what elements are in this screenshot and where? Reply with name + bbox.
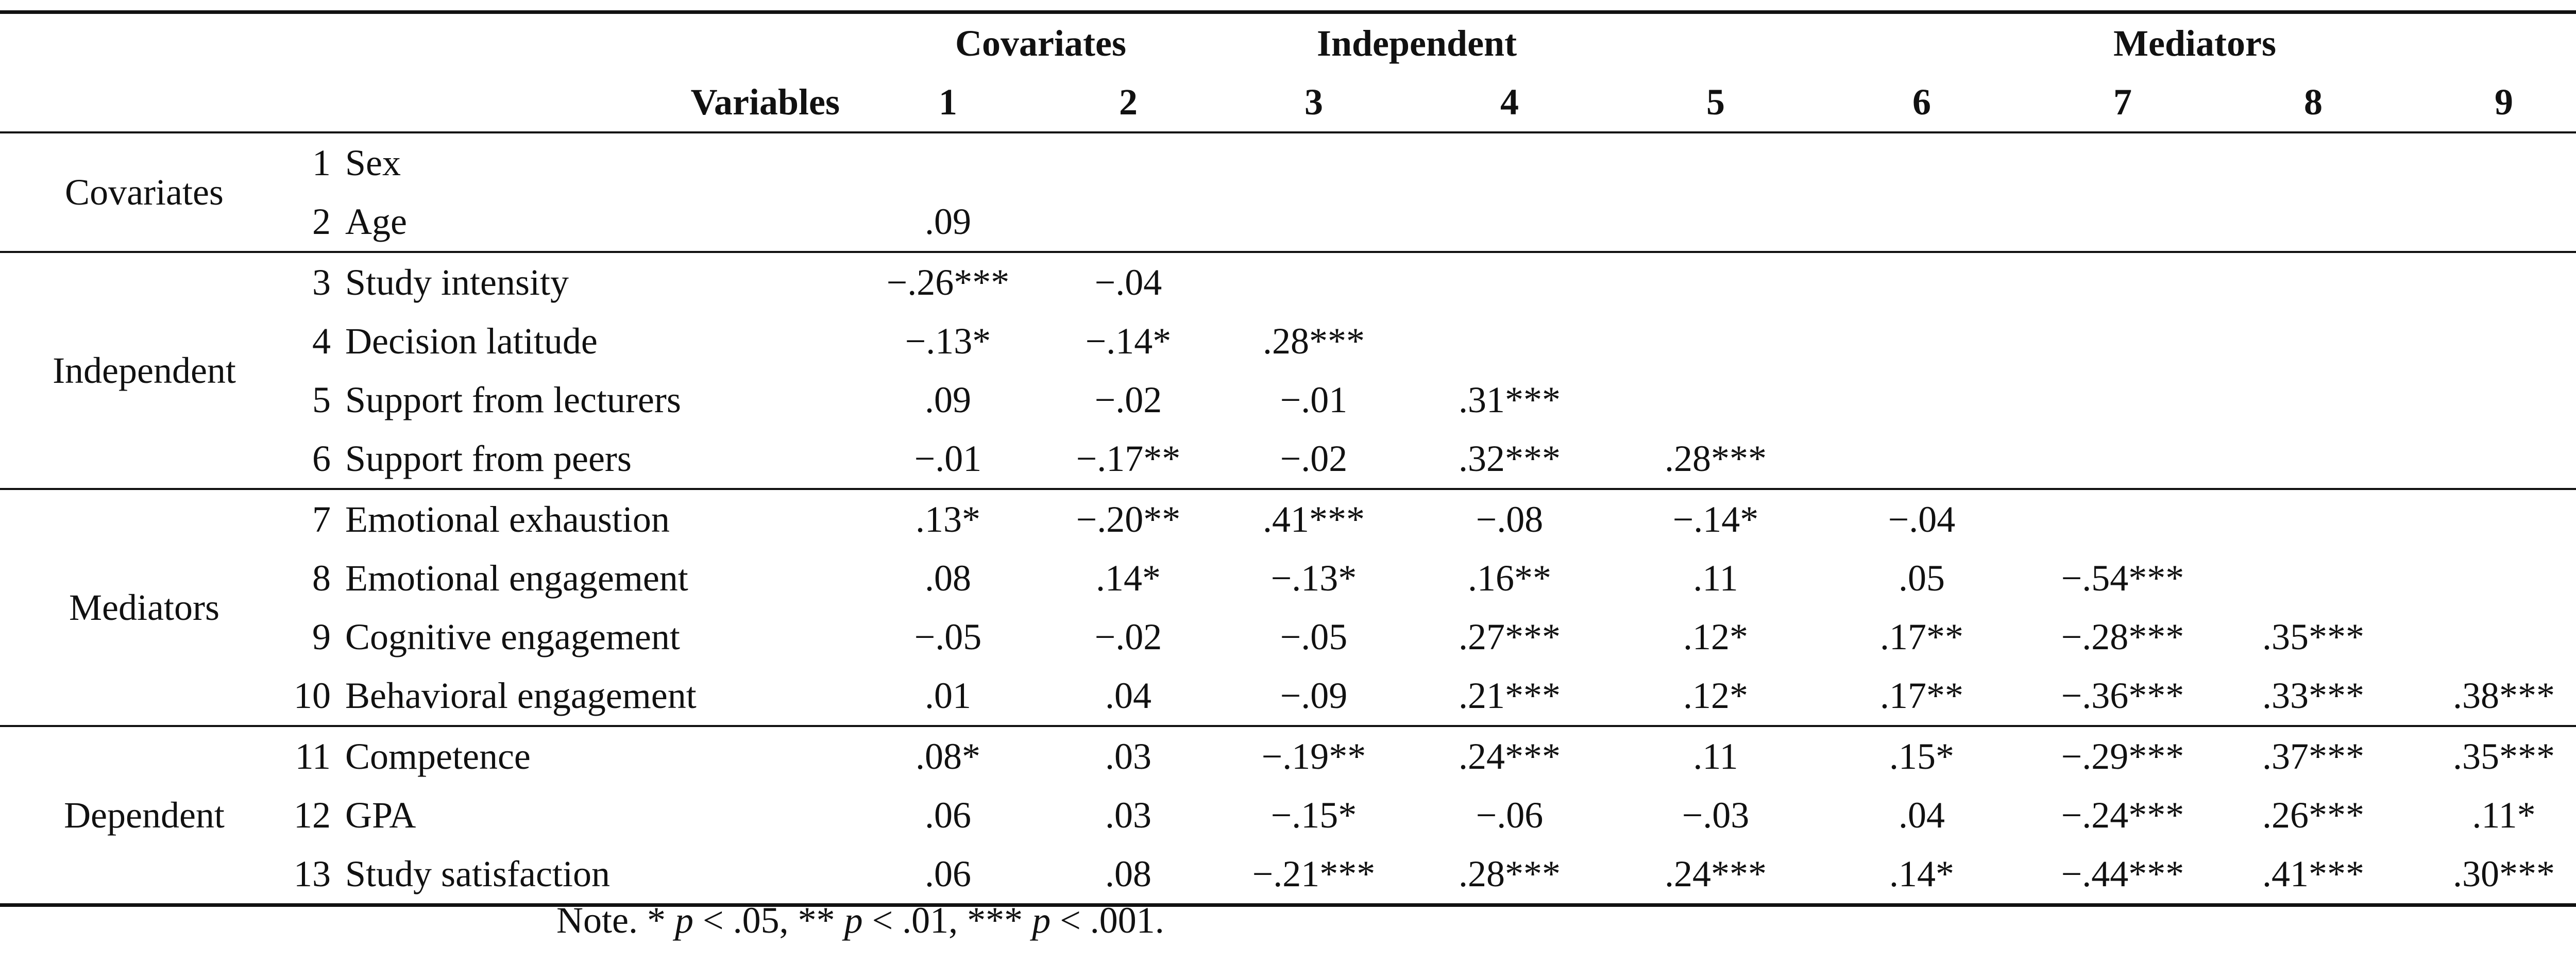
correlation-cell (2025, 132, 2221, 192)
correlation-cell (2406, 192, 2576, 252)
note-part: < .001. (1050, 900, 1164, 941)
note-p-symbol: p (844, 900, 863, 941)
correlation-cell (2406, 312, 2576, 370)
row-number: 6 (312, 438, 331, 479)
correlation-cell: .21*** (1459, 675, 1561, 716)
table-row (0, 370, 2576, 429)
row-label: Support from peers (345, 438, 632, 479)
correlation-cell: −.17** (1076, 438, 1181, 479)
table-body (0, 132, 2576, 905)
row-number: 2 (312, 201, 331, 242)
correlation-cell: .03 (1036, 726, 1221, 786)
header-group-independent: Independent (1221, 12, 1613, 73)
correlation-cell: .14* (1819, 845, 2025, 905)
note-prefix: Note. * (556, 900, 675, 941)
correlation-cell: −.06 (1476, 795, 1544, 836)
row-number: 1 (289, 132, 345, 192)
correlation-cell (2221, 192, 2406, 252)
row-label: Support from lecturers (345, 379, 681, 420)
correlation-cell: .08* (860, 726, 1036, 786)
table-row (0, 786, 2576, 845)
row-label: Behavioral engagement (345, 675, 697, 716)
table-row (0, 192, 2576, 252)
row-label: GPA (345, 795, 416, 836)
row-label: Competence (345, 726, 860, 786)
variables-header: Variables (690, 81, 840, 123)
row-label: Study satisfaction (345, 845, 860, 905)
table-note (556, 899, 1164, 942)
correlation-cell: .03 (1105, 795, 1151, 836)
correlation-cell (1613, 132, 1819, 192)
correlation-cell: −.13* (905, 320, 991, 362)
correlation-cell: .11* (2472, 795, 2536, 836)
correlation-cell (2025, 312, 2221, 370)
correlation-cell: .41*** (1221, 489, 1406, 549)
correlation-cell (2221, 312, 2406, 370)
note-part: < .05, ** (693, 900, 844, 941)
note-part: < .01, *** (862, 900, 1032, 941)
correlation-cell: −.01 (1280, 379, 1348, 420)
table-row (0, 726, 2576, 786)
correlation-cell: .09 (925, 379, 971, 420)
row-number: 12 (294, 795, 331, 836)
correlation-cell: .30*** (2406, 845, 2576, 905)
correlation-cell: −.02 (1094, 379, 1162, 420)
correlation-cell: .14* (1096, 558, 1161, 599)
correlation-cell (1221, 132, 1406, 192)
correlation-cell: .12* (1683, 616, 1749, 657)
correlation-cell: .24*** (1613, 845, 1819, 905)
correlation-cell (2406, 132, 2576, 192)
correlation-cell (2221, 429, 2406, 489)
correlation-cell: .24*** (1406, 726, 1613, 786)
correlation-cell: .04 (1899, 795, 1945, 836)
column-header: 7 (2113, 81, 2132, 123)
table-row (0, 312, 2576, 370)
correlation-cell (1221, 192, 1406, 252)
correlation-cell (1406, 312, 1613, 370)
column-header-row (0, 73, 2576, 132)
table-row (0, 845, 2576, 905)
row-group-label: Dependent (0, 726, 289, 905)
correlation-cell: −.28*** (2061, 616, 2184, 657)
correlation-cell: .09 (925, 201, 971, 242)
header-group-covariates: Covariates (860, 12, 1221, 73)
correlation-cell: −.05 (1280, 616, 1348, 657)
correlation-cell (1221, 252, 1406, 312)
row-number: 10 (294, 675, 331, 716)
correlation-cell (1613, 192, 1819, 252)
correlation-cell: .28*** (1665, 438, 1767, 479)
correlation-cell: .11 (1693, 558, 1738, 599)
correlation-cell (2221, 132, 2406, 192)
correlation-cell (2406, 429, 2576, 489)
correlation-cell (2406, 252, 2576, 312)
correlation-cell: .35*** (2262, 616, 2365, 657)
row-number: 4 (312, 320, 331, 362)
correlation-cell (1819, 312, 2025, 370)
row-group-label: Mediators (0, 489, 289, 726)
correlation-cell: −.13* (1270, 558, 1357, 599)
correlation-cell: .28*** (1263, 320, 1365, 362)
correlation-cell: −.29*** (2025, 726, 2221, 786)
correlation-cell (2221, 370, 2406, 429)
table-row (0, 429, 2576, 489)
column-header: 5 (1706, 81, 1725, 123)
correlation-cell: −.02 (1094, 616, 1162, 657)
correlation-cell (2221, 489, 2406, 549)
correlation-cell: .17** (1880, 675, 1964, 716)
correlation-cell: −.04 (1036, 252, 1221, 312)
correlation-cell (2025, 489, 2221, 549)
row-label: Cognitive engagement (345, 616, 680, 657)
correlation-cell (1819, 429, 2025, 489)
correlation-cell: .12* (1683, 675, 1749, 716)
column-header: 4 (1500, 81, 1519, 123)
correlation-cell: .32*** (1459, 438, 1561, 479)
table-row (0, 549, 2576, 607)
correlation-cell (1819, 252, 2025, 312)
correlation-cell: −.05 (914, 616, 982, 657)
row-number: 11 (289, 726, 345, 786)
group-header-row (0, 12, 2576, 73)
row-label: Emotional engagement (345, 558, 688, 599)
row-group-label: Covariates (0, 132, 289, 252)
column-header: 6 (1912, 81, 1931, 123)
correlation-cell: .06 (860, 845, 1036, 905)
correlation-cell: .33*** (2262, 675, 2365, 716)
correlation-cell: −.09 (1280, 675, 1348, 716)
correlation-cell (1819, 370, 2025, 429)
row-label: Age (345, 201, 407, 242)
correlation-table (0, 10, 2576, 907)
correlation-cell: −.04 (1819, 489, 2025, 549)
row-number: 3 (289, 252, 345, 312)
correlation-cell (1406, 192, 1613, 252)
correlation-cell: −.14* (1085, 320, 1172, 362)
header-spacer (0, 12, 860, 73)
note-p-symbol: p (1032, 900, 1051, 941)
header-group-mediators: Mediators (1613, 12, 2576, 73)
correlation-cell (1613, 370, 1819, 429)
correlation-cell (2025, 429, 2221, 489)
row-number: 8 (312, 558, 331, 599)
row-group-label: Independent (0, 252, 289, 489)
correlation-cell: −.54*** (2061, 558, 2184, 599)
table-row (0, 252, 2576, 312)
correlation-cell: .01 (925, 675, 971, 716)
row-label: Decision latitude (345, 320, 598, 362)
row-number: 5 (312, 379, 331, 420)
correlation-cell (2406, 489, 2576, 549)
correlation-cell (1613, 252, 1819, 312)
correlation-cell: −.21*** (1221, 845, 1406, 905)
correlation-cell: −.44*** (2025, 845, 2221, 905)
correlation-cell: −.15* (1270, 795, 1357, 836)
correlation-cell: .17** (1880, 616, 1964, 657)
correlation-cell (2025, 192, 2221, 252)
correlation-cell: .08 (925, 558, 971, 599)
correlation-cell: .11 (1613, 726, 1819, 786)
correlation-cell (1036, 192, 1221, 252)
row-number: 9 (312, 616, 331, 657)
column-header: 1 (939, 81, 957, 123)
correlation-cell: .27*** (1459, 616, 1561, 657)
table-row (0, 666, 2576, 726)
correlation-cell (2221, 252, 2406, 312)
correlation-cell: −.36*** (2061, 675, 2184, 716)
correlation-cell (2025, 252, 2221, 312)
correlation-cell: .16** (1468, 558, 1552, 599)
correlation-cell: .31*** (1459, 379, 1561, 420)
correlation-cell: .28*** (1406, 845, 1613, 905)
column-header: 3 (1304, 81, 1324, 123)
correlation-cell: −.03 (1682, 795, 1750, 836)
correlation-cell: −.20** (1036, 489, 1221, 549)
correlation-cell (1406, 252, 1613, 312)
correlation-cell (2406, 549, 2576, 607)
correlation-cell: .41*** (2221, 845, 2406, 905)
correlation-cell: −.14* (1613, 489, 1819, 549)
correlation-cell: −.02 (1280, 438, 1348, 479)
correlation-cell: −.24*** (2061, 795, 2184, 836)
correlation-cell: −.26*** (860, 252, 1036, 312)
column-header: 2 (1119, 81, 1138, 123)
note-p-symbol: p (674, 900, 693, 941)
correlation-cell: −.08 (1406, 489, 1613, 549)
table-row (0, 489, 2576, 549)
correlation-cell: .08 (1036, 845, 1221, 905)
table-row (0, 607, 2576, 666)
column-header: 8 (2304, 81, 2323, 123)
table-row (0, 132, 2576, 192)
correlation-cell: −.19** (1221, 726, 1406, 786)
row-label: Study intensity (345, 252, 860, 312)
correlation-cell: .38*** (2453, 675, 2555, 716)
row-number: 13 (289, 845, 345, 905)
correlation-cell: .05 (1899, 558, 1945, 599)
correlation-cell: −.01 (914, 438, 982, 479)
correlation-cell (2406, 607, 2576, 666)
correlation-cell: .26*** (2262, 795, 2365, 836)
correlation-cell: .37*** (2221, 726, 2406, 786)
row-label: Sex (345, 132, 860, 192)
row-label: Emotional exhaustion (345, 489, 860, 549)
correlation-cell (2025, 370, 2221, 429)
correlation-cell (1406, 132, 1613, 192)
correlation-cell: .13* (860, 489, 1036, 549)
correlation-cell: .15* (1819, 726, 2025, 786)
column-header: 9 (2495, 81, 2514, 123)
correlation-cell (2406, 370, 2576, 429)
correlation-cell (860, 132, 1036, 192)
correlation-cell (1819, 132, 2025, 192)
correlation-cell (1819, 192, 2025, 252)
correlation-cell: .35*** (2406, 726, 2576, 786)
correlation-cell (2221, 549, 2406, 607)
correlation-cell (1036, 132, 1221, 192)
correlation-cell: .04 (1105, 675, 1151, 716)
row-number: 7 (289, 489, 345, 549)
correlation-cell (1613, 312, 1819, 370)
correlation-cell: .06 (925, 795, 971, 836)
